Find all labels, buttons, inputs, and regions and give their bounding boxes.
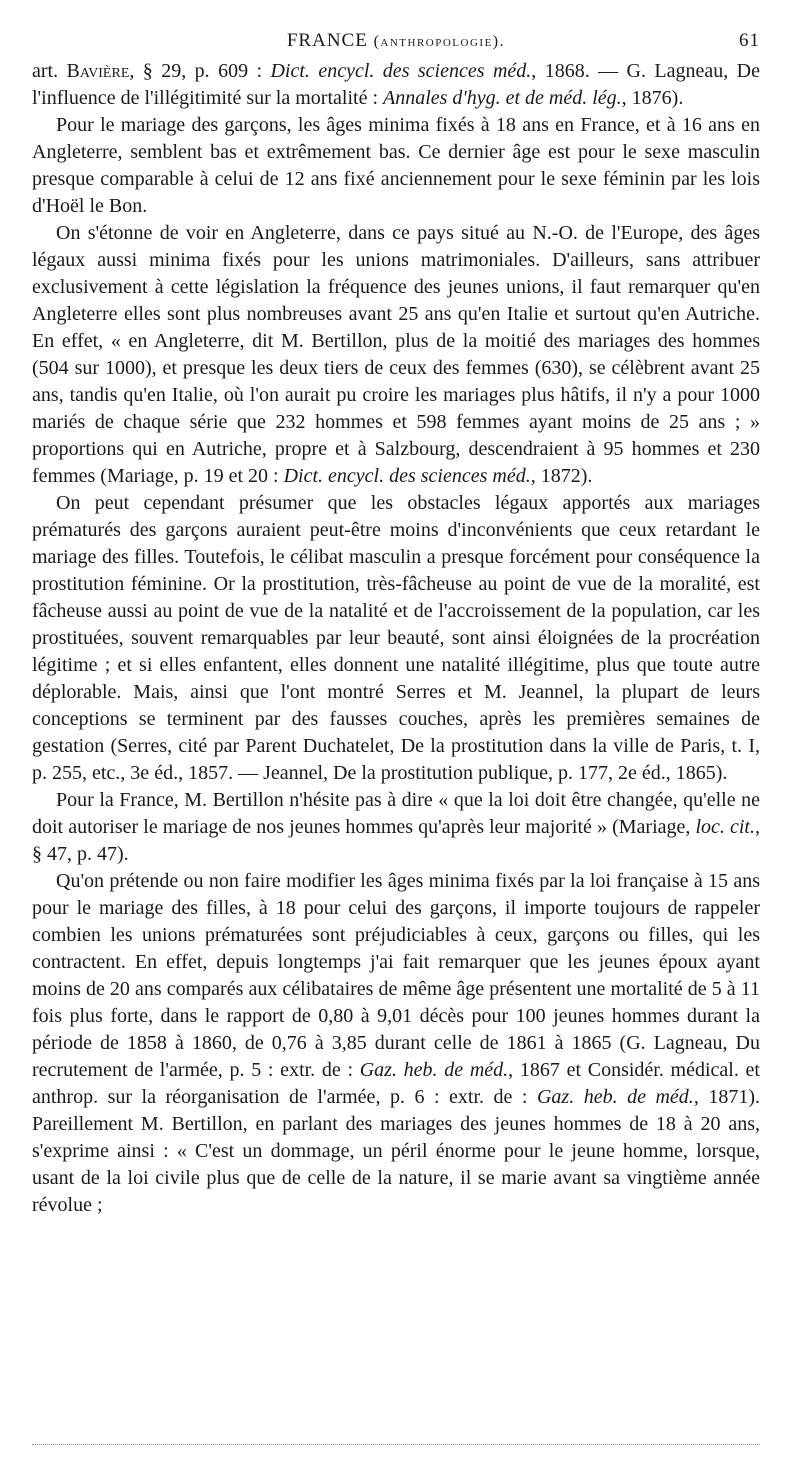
text-run: Pour la France, M. Bertillon n'hésite pas à dire « que la loi doit être changée, qu'elle ne doit autoriser le mariage de nos jeunes hommes qu'après leur majorité » (Mariage,	[32, 789, 760, 838]
text-run: , 1876).	[621, 87, 684, 109]
citation-italic: Gaz. heb. de méd.	[359, 1059, 509, 1081]
citation-italic: loc. cit.	[695, 816, 755, 838]
paragraph	[32, 490, 760, 787]
citation-italic: Annales d'hyg. et de méd. lég.	[383, 87, 622, 109]
page-number: 61	[739, 30, 760, 51]
book-page	[32, 30, 760, 1219]
running-head	[32, 30, 760, 58]
paragraph	[32, 787, 760, 868]
paragraph	[32, 112, 760, 220]
text-run: On peut cependant présumer que les obstacles légaux apportés aux mariages prématurés des garçons auraient peut-être moins d'inconvénients que ceux retardant le mariage des filles. Toutefois, le célibat masculin a presque forcément pour conséquence la prostitution féminine. Or la prostitution, très-fâcheuse au point de vue de la moralité, est fâcheuse aussi au point de vue de la natalité et de l'accroissement de la population, car les prostituées, souvent remarquables par leur beauté, sont ainsi éloignées de la procréation légitime ; et si elles enfantent, elles donnent une natalité illégitime, plus que toute autre déplorable. Mais, ainsi que l'ont montré Serres et M. Jeannel, la plupart de leurs conceptions se terminent par des fausses couches, après les premières semaines de gestation (Serres, cité par Parent Duchatelet, De la prostitution dans la ville de Paris, t. I, p. 255, etc., 3e éd., 1857. — Jeannel, De la prostitution publique, p. 177, 2e éd., 1865).	[32, 492, 760, 784]
running-head-main: FRANCE	[286, 30, 368, 51]
text-run: Qu'on prétende ou non faire modifier les âges minima fixés par la loi française à 15 ans pour le mariage des filles, à 18 pour celui des garçons, il importe toujours de rappeler combien les unions prématurées sont préjudiciables à ceux, garçons ou filles, qui les contractent. En effet, depuis longtemps j'ai fait remarquer que les jeunes époux ayant moins de 20 ans comparés aux célibataires de même âge présentent une mortalité de 5 à 11 fois plus forte, dans le rapport de 0,80 à 9,01 décès pour 100 jeunes hommes durant la période de 1858 à 1860, de 0,76 à 3,85 durant celle de 1861 à 1865 (G. Lagneau, Du recrutement de l'armée, p. 5 : extr. de :	[32, 870, 760, 1081]
footer-rule	[32, 1444, 760, 1445]
paragraph	[32, 220, 760, 490]
text-run: , 1867 et Considér. médical. et anthrop. sur la réorganisation de l'armée, p. 6 : extr. de :	[32, 1059, 760, 1108]
citation-italic: Gaz. heb. de méd.	[536, 1086, 694, 1108]
text-run: Pour le mariage des garçons, les âges minima fixés à 18 ans en France, et à 16 ans en Angleterre, semblent bas et extrêmement bas. Ce dernier âge est pour le sexe masculin presque comparable à celui de 12 ans fixé anciennement pour le sexe féminin par les lois d'Hoël le Bon.	[32, 114, 760, 217]
running-head-title	[287, 30, 505, 52]
author-smallcaps: Bavière	[66, 60, 130, 82]
paragraph-continuation	[32, 58, 760, 112]
paragraph	[32, 868, 760, 1219]
citation-italic: Dict. encycl. des sciences méd.	[270, 60, 532, 82]
text-run: , 1868. — G. Lagneau, De l'influence de l'illégitimité sur la mortalité :	[32, 60, 760, 109]
text-run: On s'étonne de voir en Angleterre, dans ce pays situé au N.-O. de l'Europe, des âges légaux aussi minima fixés pour les unions matrimoniales. D'ailleurs, sans attribuer exclusivement à cette législation la fréquence des jeunes unions, il faut remarquer qu'en Angleterre elles sont plus nombreuses avant 25 ans qu'en Italie et surtout qu'en Autriche. En effet, « en Angleterre, dit M. Bertillon, plus de la moitié des mariages des hommes (504 sur 1000), et presque les deux tiers de ceux des femmes (630), se célèbrent avant 25 ans, tandis qu'en Italie, où l'on aurait pu croire les mariages plus hâtifs, il n'y a pour 1000 mariés de chaque série que 232 hommes et 598 femmes ayant moins de 25 ans ; » proportions qui en Autriche, propre et à Salzbourg, descendraient à 95 hommes et 230 femmes (Mariage, p. 19 et 20 :	[32, 222, 760, 487]
text-run: , 1872).	[530, 465, 593, 487]
body-text	[32, 58, 760, 1219]
text-run: , § 29, p. 609 :	[129, 60, 271, 82]
citation-italic: Dict. encycl. des sciences méd.	[283, 465, 531, 487]
text-run: art.	[32, 60, 67, 82]
running-head-subtitle: (anthropologie).	[373, 33, 506, 50]
text-run: , § 47, p. 47).	[32, 816, 760, 865]
text-run: , 1871). Pareillement M. Bertillon, en parlant des mariages des jeunes hommes de 18 à 20 ans, s'exprime ainsi : « C'est un dommage, un péril énorme pour le jeune homme, lorsque, usant de la loi civile plus que de celle de la nature, il se marie avant sa vingtième année révolue ;	[32, 1086, 760, 1216]
